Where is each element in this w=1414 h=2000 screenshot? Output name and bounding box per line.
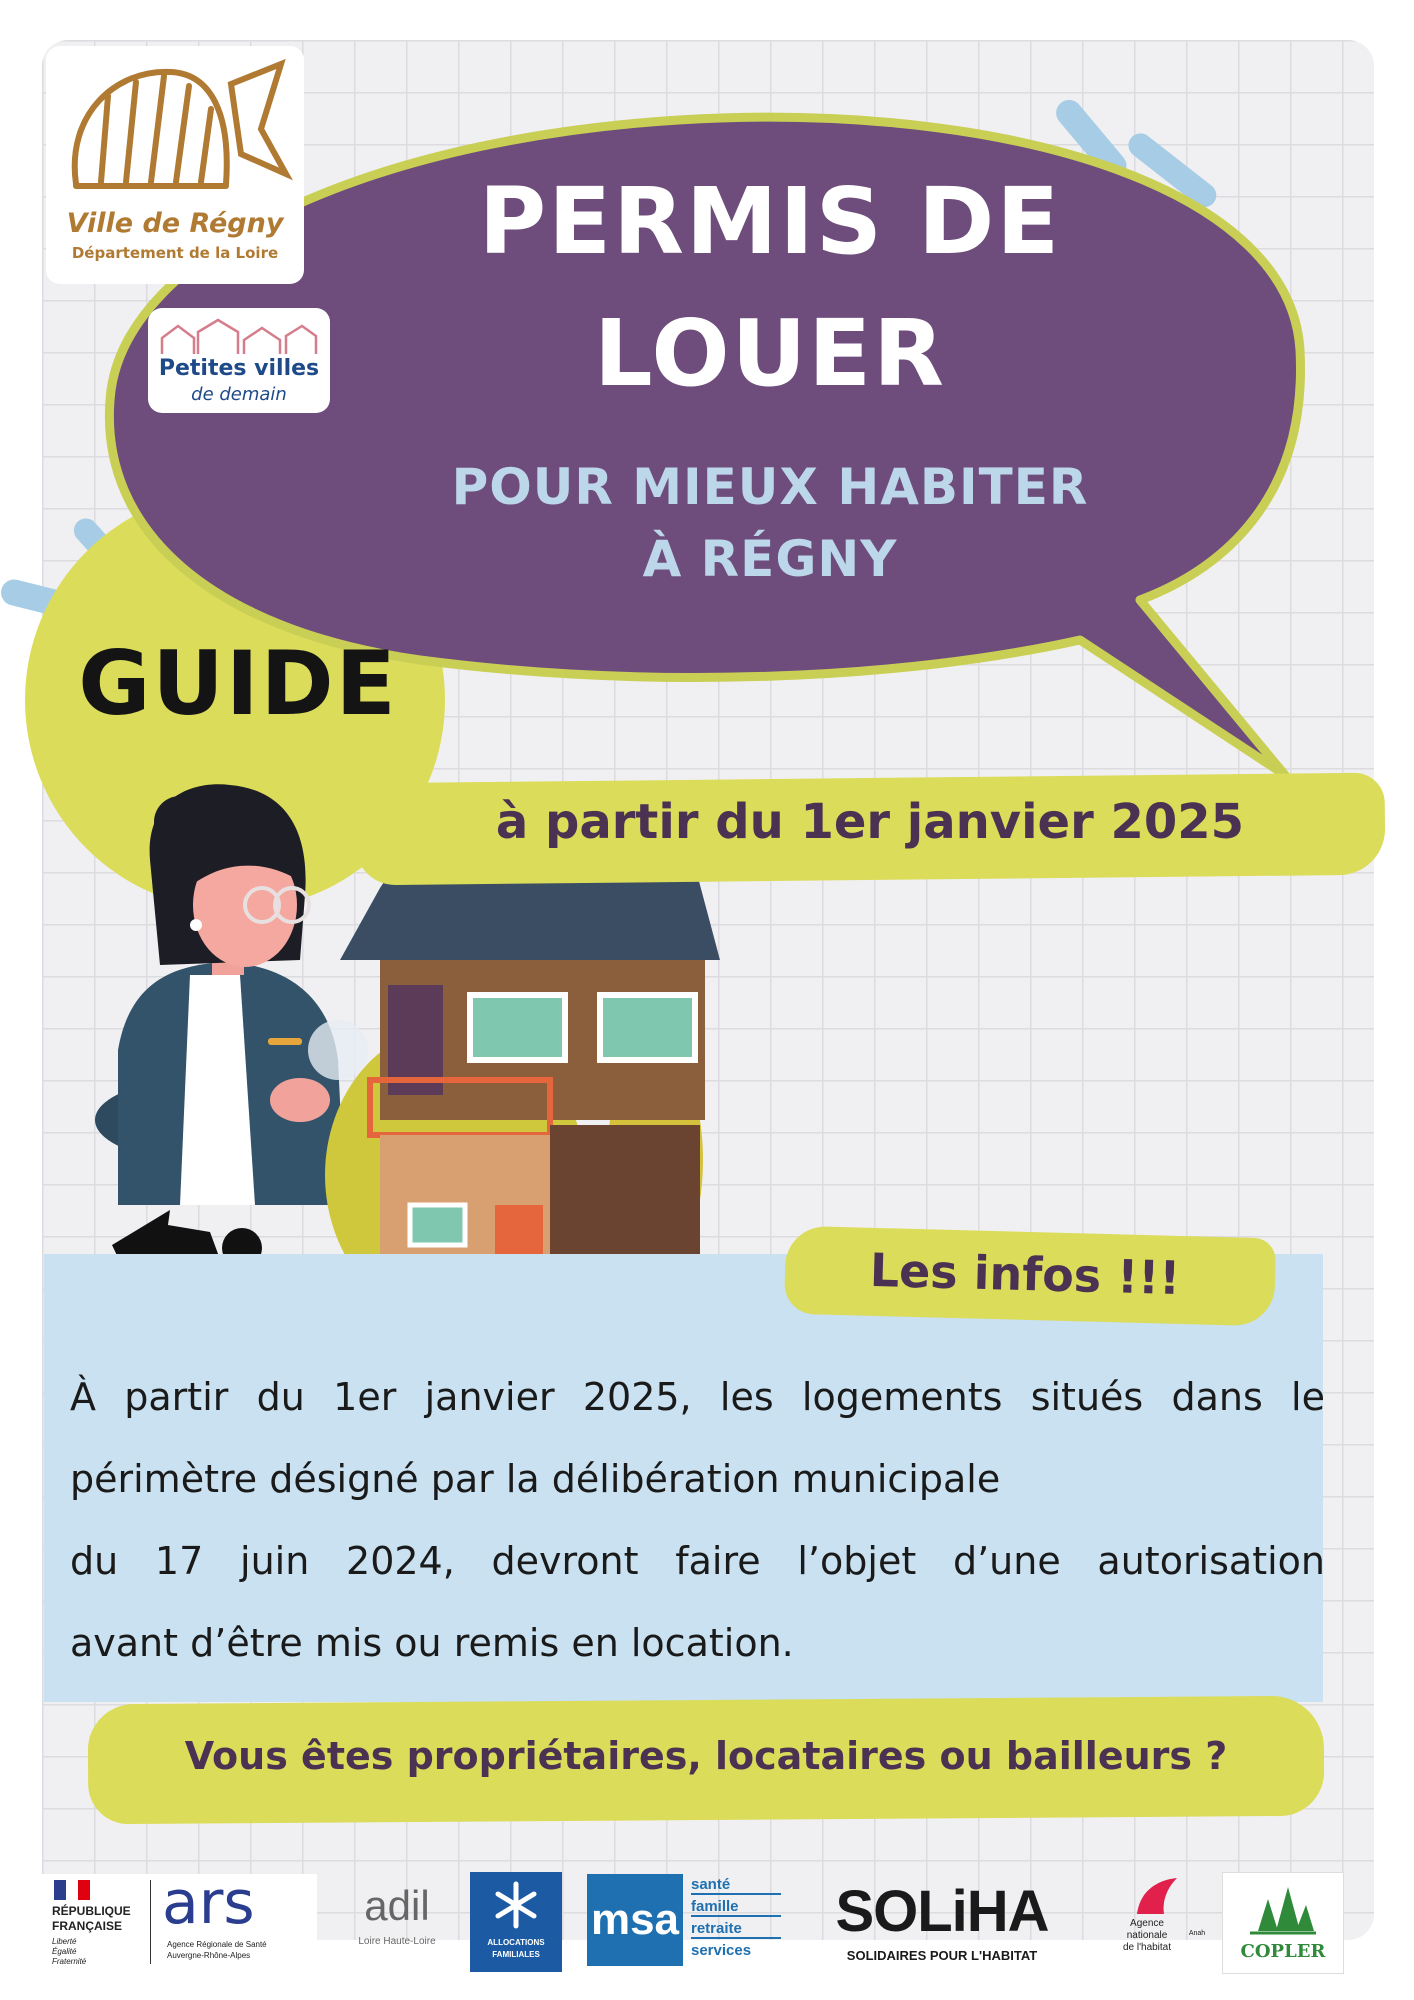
date-banner-text: à partir du 1er janvier 2025 [495,794,1245,850]
msa-wordmark: msa [587,1874,683,1966]
ars-wordmark: ars [162,1868,255,1938]
caf-line2: FAMILIALES [492,1950,540,1959]
subtitle-line2: À RÉGNY [642,530,898,588]
copler-wordmark: COPLER [1240,1941,1326,1962]
shell-icon [56,54,294,204]
republique-motto3: Fraternité [52,1957,87,1966]
regny-logo-name: Ville de Régny [66,208,284,239]
info-line-3: du 17 juin 2024, devront faire l’objet d’une autorisation [70,1539,1325,1583]
info-line-4: avant d’être mis ou remis en location. [70,1621,794,1665]
anah-line3: de l'habitat [1122,1942,1172,1953]
copler-landscape-icon [1248,1879,1318,1935]
title-line2: LOUER [594,300,946,407]
soliha-logo [807,1878,1077,1968]
caf-line1: ALLOCATIONS [487,1938,545,1947]
info-line-1: À partir du 1er janvier 2025, les logements situés dans le [70,1375,1325,1419]
anah-line1: Agence [1130,1918,1164,1929]
guide-label: GUIDE [78,632,398,735]
copler-logo [1222,1872,1344,1974]
info-line-2: périmètre désigné par la délibération municipale [70,1457,1001,1501]
house-illustration [325,845,720,1325]
anah-house-icon [1132,1876,1182,1916]
soliha-sub: SOLIDAIRES POUR L'HABITAT [846,1948,1038,1963]
msa-word-4: services [691,1942,752,1959]
title-line1: PERMIS DE [478,168,1062,275]
ville-de-regny-logo [46,46,304,284]
town-skyline-icon [158,316,320,356]
adil-sub: Loire Haute-Loire [358,1936,436,1947]
republique-motto2: Égalité [52,1947,77,1956]
subtitle-line1: POUR MIEUX HABITER [451,458,1089,516]
pvd-line1: Petites villes [158,356,320,381]
anah-logo [1102,1876,1212,1968]
anah-tag: Anah [1188,1930,1206,1937]
regny-logo-subtitle: Département de la Loire [71,244,279,262]
republique-line1: RÉPUBLIQUE [52,1904,131,1918]
infos-heading: Les infos !!! [869,1242,1181,1306]
adil-wordmark: adil [364,1882,430,1929]
republique-ars-logo [42,1868,317,1974]
question-text: Vous êtes propriétaires, locataires ou bailleurs ? [184,1734,1228,1778]
msa-word-2: famille [691,1898,781,1917]
msa-word-3: retraite [691,1920,781,1939]
pvd-line2: de demain [191,384,287,405]
soliha-wordmark: SOLiHA [835,1879,1049,1944]
ars-line1: Agence Régionale de Santé [167,1940,267,1949]
partner-logos [42,1868,1374,1982]
marianne-icon [54,1880,90,1900]
anah-line2: nationale [1126,1930,1168,1941]
adil-logo [342,1882,452,1962]
republique-motto1: Liberté [52,1937,77,1946]
republique-line2: FRANÇAISE [52,1919,123,1933]
caf-logo [470,1872,562,1972]
caf-snowflake-icon [491,1880,541,1930]
logo-divider [150,1880,151,1964]
info-body [70,1356,1325,1684]
msa-logo [587,1874,782,1970]
ars-line2: Auvergne-Rhône-Alpes [167,1951,251,1960]
petites-villes-de-demain-logo [148,308,330,413]
msa-word-1: santé [691,1876,781,1895]
